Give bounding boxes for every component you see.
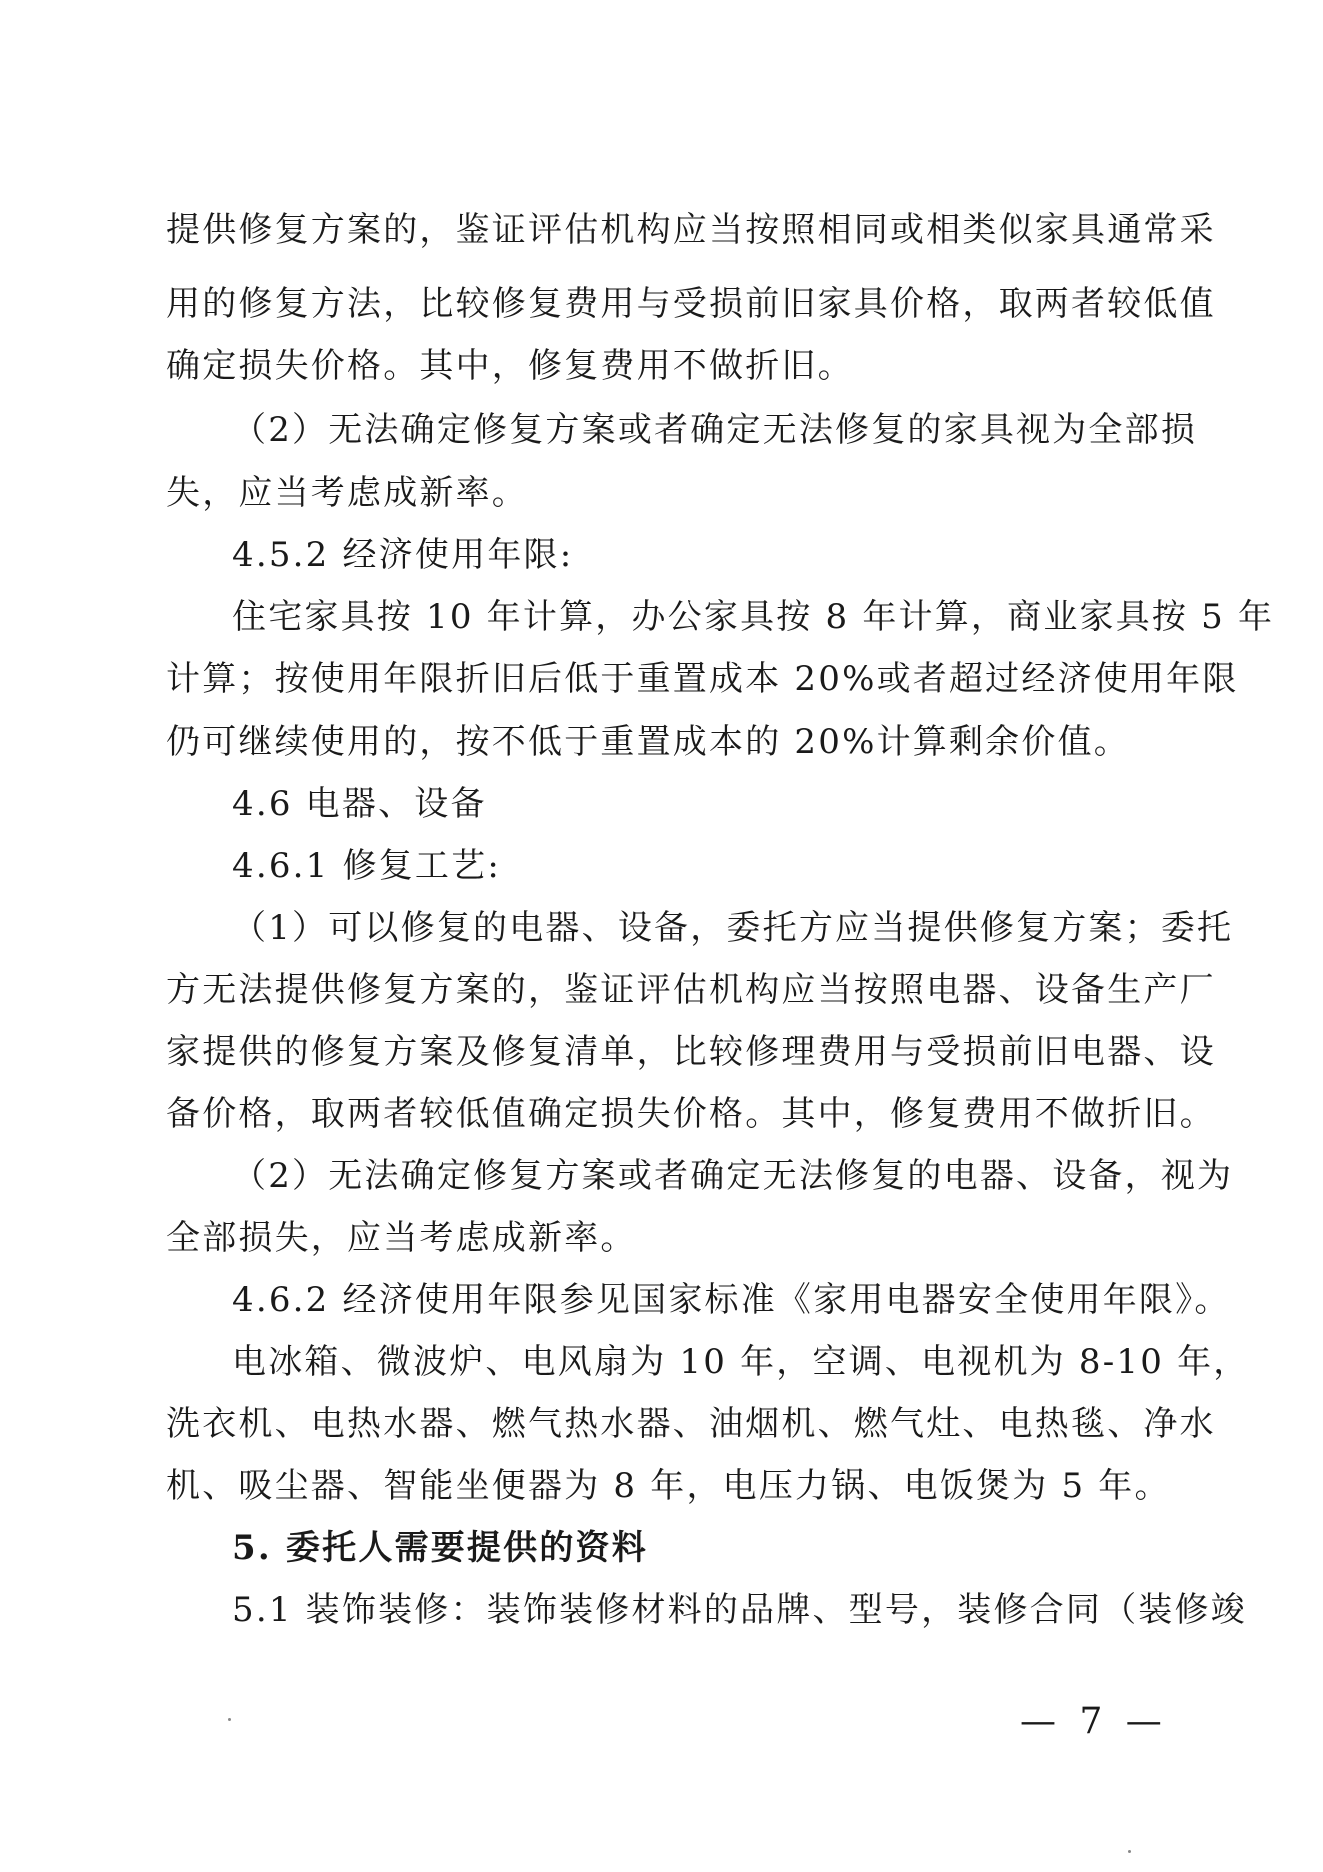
text-line-1: 提供修复方案的，鉴证评估机构应当按照相同或相类似家具通常采 <box>166 210 1216 250</box>
text-line-23: 5.1 装饰装修：装饰装修材料的品牌、型号，装修合同（装修竣 <box>232 1590 1247 1630</box>
text-line-3: 确定损失价格。其中，修复费用不做折旧。 <box>166 346 854 386</box>
section-heading-4-6: 4.6 电器、设备 <box>232 784 487 824</box>
section-heading-5: 5. 委托人需要提供的资料 <box>232 1528 648 1568</box>
text-line-12: （1）可以修复的电器、设备，委托方应当提供修复方案；委托 <box>232 908 1234 948</box>
text-line-15: 备价格，取两者较低值确定损失价格。其中，修复费用不做折旧。 <box>166 1094 1216 1134</box>
text-line-13: 方无法提供修复方案的，鉴证评估机构应当按照电器、设备生产厂 <box>166 970 1216 1010</box>
section-heading-4-6-2: 4.6.2 经济使用年限参见国家标准《家用电器安全使用年限》。 <box>232 1280 1231 1320</box>
text-line-14: 家提供的修复方案及修复清单，比较修理费用与受损前旧电器、设 <box>166 1032 1216 1072</box>
text-line-2: 用的修复方法，比较修复费用与受损前旧家具价格，取两者较低值 <box>166 284 1216 324</box>
text-line-9: 仍可继续使用的，按不低于重置成本的 20%计算剩余价值。 <box>166 722 1130 762</box>
text-line-20: 洗衣机、电热水器、燃气热水器、油烟机、燃气灶、电热毯、净水 <box>166 1404 1216 1444</box>
text-line-7: 住宅家具按 10 年计算，办公家具按 8 年计算，商业家具按 5 年 <box>232 597 1275 637</box>
page-number: — 7 — <box>1020 1701 1168 1742</box>
text-line-4: （2）无法确定修复方案或者确定无法修复的家具视为全部损 <box>232 410 1198 450</box>
text-line-8: 计算；按使用年限折旧后低于重置成本 20%或者超过经济使用年限 <box>166 659 1239 699</box>
text-line-19: 电冰箱、微波炉、电风扇为 10 年，空调、电视机为 8-10 年， <box>232 1342 1250 1382</box>
scan-speck <box>1128 1850 1131 1853</box>
section-heading-4-5-2: 4.5.2 经济使用年限: <box>232 535 574 575</box>
scan-speck <box>228 1718 231 1721</box>
section-heading-4-6-1: 4.6.1 修复工艺: <box>232 846 501 886</box>
text-line-5: 失，应当考虑成新率。 <box>166 473 528 513</box>
text-line-17: 全部损失，应当考虑成新率。 <box>166 1218 637 1258</box>
text-line-21: 机、吸尘器、智能坐便器为 8 年，电压力锅、电饭煲为 5 年。 <box>166 1466 1171 1506</box>
text-line-16: （2）无法确定修复方案或者确定无法修复的电器、设备，视为 <box>232 1156 1234 1196</box>
